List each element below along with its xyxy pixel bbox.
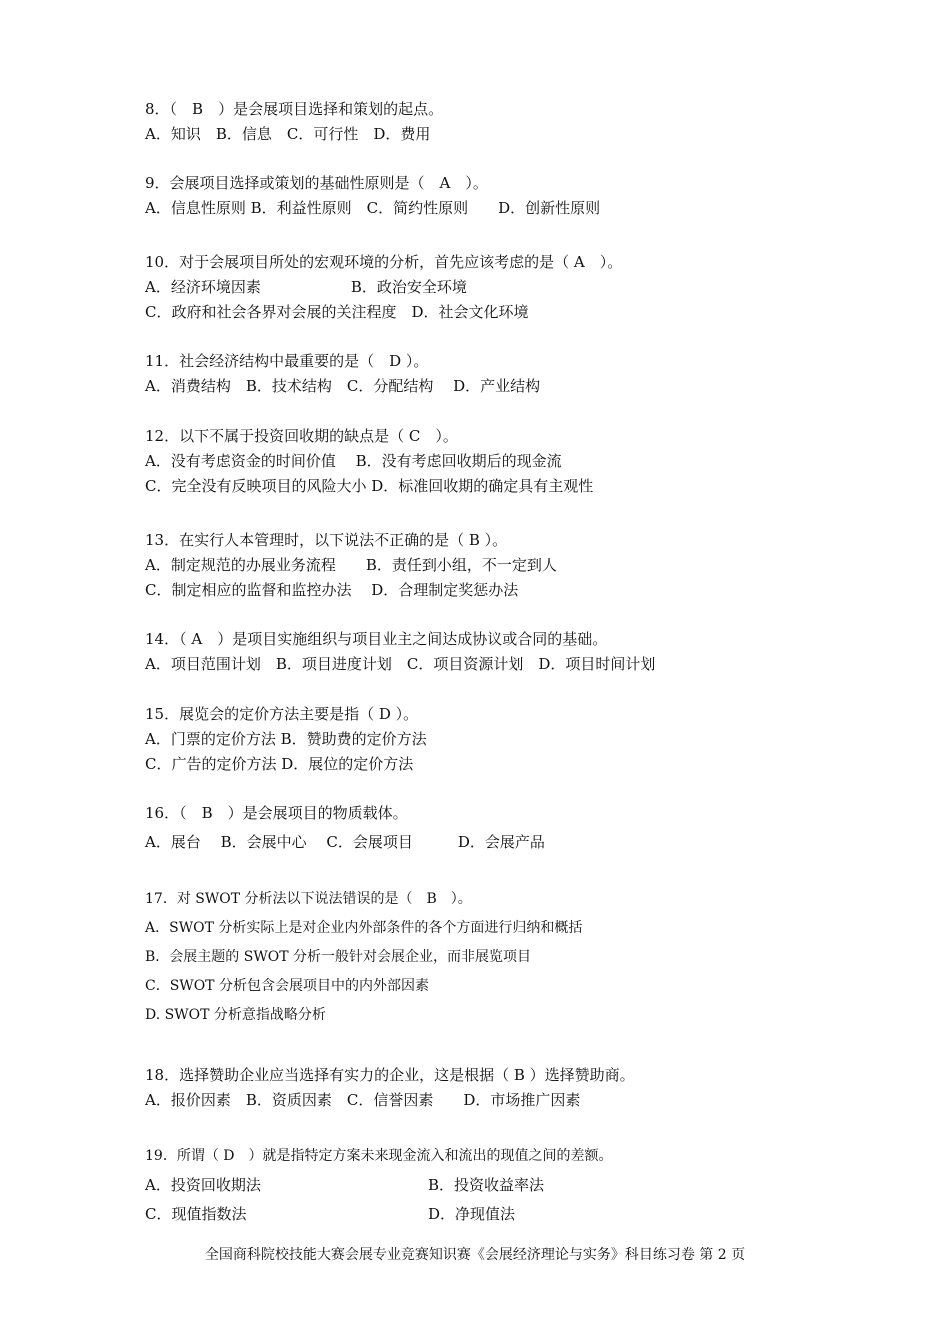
question-options: A．报价因素 B．资质因素 C．信誉因素 D．市场推广因素 [145,1091,581,1109]
option-d: D．净现值法 [428,1205,516,1223]
question-8 [145,97,845,147]
option-b: B．投资收益率法 [428,1176,545,1194]
question-options-row [145,1171,845,1200]
question-15 [145,702,845,777]
question-options: C．完全没有反映项目的风险大小 D．标准回收期的确定具有主观性 [145,477,594,495]
question-stem: 8．（ B ）是会展项目选择和策划的起点。 [145,100,444,118]
question-stem: 13．在实行人本管理时，以下说法不正确的是（ B ）。 [145,531,508,549]
question-options: A．项目范围计划 B．项目进度计划 C．项目资源计划 D．项目时间计划 [145,655,656,673]
question-options: A．展台 B．会展中心 C．会展项目 D．会展产品 [145,833,545,851]
question-14 [145,627,845,677]
question-options: A．经济环境因素 B．政治安全环境 [145,278,467,296]
question-options: A．SWOT 分析实际上是对企业内外部条件的各个方面进行归纳和概括 [145,920,583,936]
question-options: A．消费结构 B．技术结构 C．分配结构 D．产业结构 [145,377,541,395]
question-18 [145,1063,845,1113]
question-options: C．广告的定价方法 D．展位的定价方法 [145,755,414,773]
question-stem: 15．展览会的定价方法主要是指（ D ）。 [145,705,419,723]
question-stem: 18．选择赞助企业应当选择有实力的企业，这是根据（ B ）选择赞助商。 [145,1066,635,1084]
question-stem: 19．所谓（ D ）就是指特定方案未来现金流入和流出的现值之间的差额。 [145,1148,613,1164]
question-options: C．制定相应的监督和监控办法 D．合理制定奖惩办法 [145,581,519,599]
question-stem: 10．对于会展项目所处的宏观环境的分析，首先应该考虑的是（ A ）。 [145,253,623,271]
question-stem: 16．（ B ）是会展项目的物质载体。 [145,804,408,822]
question-options-row [145,1200,845,1229]
question-stem: 17．对 SWOT 分析法以下说法错误的是（ B ）。 [145,891,472,907]
page-footer: 全国商科院校技能大赛会展专业竞赛知识赛《会展经济理论与实务》科目练习卷 第 2 页 [204,1247,746,1263]
question-16 [145,801,845,855]
question-9 [145,171,845,221]
question-11 [145,349,845,399]
question-options: A．信息性原则 B．利益性原则 C．简约性原则 D．创新性原则 [145,199,601,217]
question-options: A．知识 B．信息 C．可行性 D．费用 [145,125,431,143]
question-options: A．门票的定价方法 B．赞助费的定价方法 [145,730,427,748]
question-stem: 11．社会经济结构中最重要的是（ D ）。 [145,352,429,370]
question-options: B．会展主题的 SWOT 分析一般针对会展企业，而非展览项目 [145,949,531,965]
question-options: D. SWOT 分析意指战略分析 [145,1007,326,1023]
option-c: C．现值指数法 [145,1205,247,1223]
question-13 [145,528,845,603]
question-stem: 14．（ A ）是项目实施组织与项目业主之间达成协议或合同的基础。 [145,630,608,648]
question-12 [145,424,845,499]
question-options: A．没有考虑资金的时间价值 B．没有考虑回收期后的现金流 [145,452,562,470]
question-17 [145,885,845,1030]
question-19 [145,1142,845,1229]
question-options: C．SWOT 分析包含会展项目中的内外部因素 [145,978,429,994]
question-10 [145,250,845,325]
question-stem: 9．会展项目选择或策划的基础性原则是（ A ）。 [145,174,488,192]
question-options: A．制定规范的办展业务流程 B．责任到小组，不一定到人 [145,556,557,574]
question-stem: 12．以下不属于投资回收期的缺点是（ C ）。 [145,427,458,445]
question-options: C．政府和社会各界对会展的关注程度 D．社会文化环境 [145,303,529,321]
option-a: A．投资回收期法 [145,1176,261,1194]
